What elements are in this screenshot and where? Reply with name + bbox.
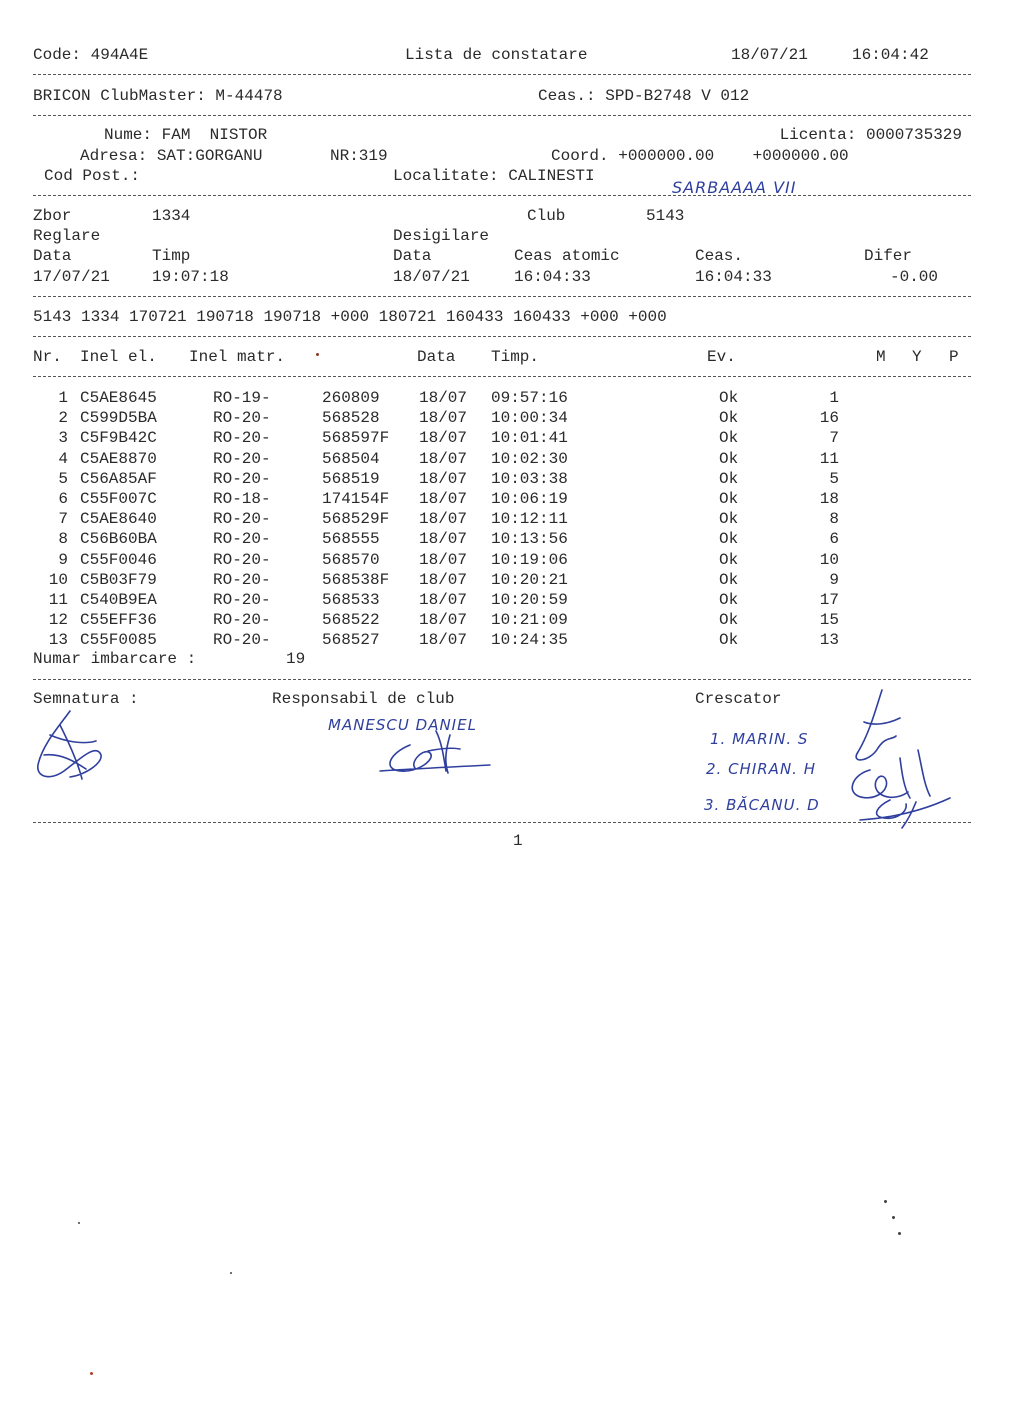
- cell-ring-prefix: RO-20-: [213, 550, 271, 569]
- cell-ring-number: 174154F: [322, 490, 390, 508]
- cell-ring-prefix: RO-20-: [213, 631, 271, 650]
- cell-inel-el: C599D5BA: [80, 409, 157, 428]
- cell-ring-prefix: RO-20-: [213, 449, 271, 468]
- cell-position: 16: [819, 409, 839, 428]
- semnatura-label: Semnatura :: [33, 690, 139, 708]
- cell-position: 18: [819, 490, 839, 508]
- cell-date: 18/07: [419, 389, 468, 407]
- cell-time: 10:06:19: [491, 490, 568, 508]
- atomic-clock-label: Ceas atomic: [514, 247, 620, 265]
- cell-ev: Ok: [719, 449, 739, 468]
- cell-nr: 2: [58, 409, 68, 428]
- cell-inel-el: C55EFF36: [80, 611, 157, 630]
- owner-coord: Coord. +000000.00 +000000.00: [551, 147, 849, 165]
- cell-inel-el: C5AE8640: [80, 510, 157, 529]
- col-header-inel-matr: Inel matr.: [189, 348, 286, 366]
- page-number: 1: [513, 832, 523, 850]
- cell-ev: Ok: [719, 490, 739, 508]
- cell-ring-number: 260809: [322, 389, 380, 407]
- cell-time: 10:01:41: [491, 429, 568, 448]
- difer-value: -0.00: [889, 268, 938, 286]
- clock-id: Ceas.: SPD-B2748 V 012: [538, 87, 750, 105]
- cell-position: 11: [819, 449, 839, 468]
- cell-nr: 3: [58, 429, 68, 448]
- col-header-timp: Timp.: [491, 348, 540, 366]
- col-header-m: M: [876, 348, 886, 366]
- cell-ring-number: 568529F: [322, 510, 390, 529]
- cell-ring-prefix: RO-20-: [213, 591, 271, 609]
- reglare-data-label: Data: [33, 247, 72, 265]
- scan-speck: [316, 353, 319, 356]
- semnatura-signature: [30, 705, 120, 790]
- cell-ev: Ok: [719, 631, 739, 650]
- cell-inel-el: C540B9EA: [80, 591, 157, 609]
- col-header-data: Data: [417, 348, 456, 366]
- cell-date: 18/07: [419, 570, 468, 589]
- report-code: Code: 494A4E: [33, 46, 149, 64]
- col-header-inel-el: Inel el.: [80, 348, 157, 366]
- cell-ev: Ok: [719, 510, 739, 529]
- col-header-p: P: [949, 348, 959, 366]
- cell-ring-number: 568538F: [322, 570, 390, 589]
- desigilare-data-label: Data: [393, 247, 432, 265]
- owner-locality: Localitate: CALINESTI: [393, 167, 595, 185]
- cell-ring-number: 568597F: [322, 429, 390, 448]
- desigilare-date: 18/07/21: [393, 268, 470, 286]
- cell-date: 18/07: [419, 510, 468, 529]
- cell-position: 17: [819, 591, 839, 609]
- cell-nr: 7: [58, 510, 68, 529]
- cell-ring-number: 568522: [322, 611, 380, 630]
- col-header-ev: Ev.: [707, 348, 736, 366]
- cell-nr: 6: [58, 490, 68, 508]
- cell-date: 18/07: [419, 591, 468, 609]
- crescator-signatures: [830, 688, 950, 828]
- responsabil-name: MANESCU DANIEL: [328, 716, 477, 734]
- cell-date: 18/07: [419, 409, 468, 428]
- cell-position: 15: [819, 611, 839, 630]
- reglare-timp-label: Timp: [152, 247, 191, 265]
- clubmaster-id: BRICON ClubMaster: M-44478: [33, 87, 283, 105]
- desigilare-label: Desigilare: [393, 227, 490, 245]
- reglare-date: 17/07/21: [33, 268, 110, 286]
- cell-time: 10:24:35: [491, 631, 568, 650]
- scan-speck: [90, 1372, 93, 1375]
- owner-nr: NR:319: [330, 147, 388, 165]
- cell-nr: 9: [58, 550, 68, 569]
- summary-line: 5143 1334 170721 190718 190718 +000 180721 160433 160433 +000 +000: [33, 308, 667, 326]
- cell-date: 18/07: [419, 449, 468, 468]
- scan-speck: [898, 1232, 901, 1235]
- cell-position: 1: [829, 389, 839, 407]
- cell-inel-el: C56B60BA: [80, 530, 157, 549]
- zbor-value: 1334: [152, 207, 191, 225]
- cell-ev: Ok: [719, 550, 739, 569]
- crescator-label: Crescator: [695, 690, 782, 708]
- club-label: Club: [527, 207, 566, 225]
- crescator-name-3: 3. BĂCANU. D: [704, 796, 820, 814]
- scan-speck: [884, 1200, 887, 1203]
- col-header-y: Y: [912, 348, 922, 366]
- cell-time: 10:13:56: [491, 530, 568, 549]
- divider: [33, 376, 971, 377]
- cell-date: 18/07: [419, 490, 468, 508]
- cell-position: 13: [819, 631, 839, 650]
- cell-position: 5: [829, 469, 839, 488]
- cell-time: 10:03:38: [491, 469, 568, 488]
- cell-position: 8: [829, 510, 839, 529]
- cell-ring-number: 568533: [322, 591, 380, 609]
- cell-date: 18/07: [419, 429, 468, 448]
- reglare-label: Reglare: [33, 227, 101, 245]
- cell-ring-prefix: RO-19-: [213, 389, 271, 407]
- cell-position: 9: [829, 570, 839, 589]
- crescator-name-1: 1. MARIN. S: [710, 730, 809, 748]
- responsabil-label: Responsabil de club: [272, 690, 455, 708]
- cell-nr: 11: [48, 591, 68, 609]
- ceas-label: Ceas.: [695, 247, 744, 265]
- cell-inel-el: C5AE8645: [80, 389, 157, 407]
- responsabil-signature: [380, 725, 500, 785]
- cell-time: 10:20:21: [491, 570, 568, 589]
- difer-label: Difer: [864, 247, 913, 265]
- report-title: Lista de constatare: [405, 46, 588, 64]
- cell-ring-number: 568528: [322, 409, 380, 428]
- cell-time: 10:21:09: [491, 611, 568, 630]
- divider: [33, 296, 971, 297]
- cell-inel-el: C5AE8870: [80, 449, 157, 468]
- cell-ev: Ok: [719, 389, 739, 407]
- cell-inel-el: C5F9B42C: [80, 429, 157, 448]
- cell-ring-number: 568527: [322, 631, 380, 650]
- divider: [33, 822, 971, 823]
- cell-ring-prefix: RO-20-: [213, 611, 271, 630]
- cell-ring-prefix: RO-20-: [213, 570, 271, 589]
- owner-postcode: Cod Post.:: [44, 167, 141, 185]
- divider: [33, 74, 971, 75]
- cell-date: 18/07: [419, 631, 468, 650]
- cell-inel-el: C5B03F79: [80, 570, 157, 589]
- cell-date: 18/07: [419, 550, 468, 569]
- cell-nr: 10: [48, 570, 68, 589]
- cell-position: 7: [829, 429, 839, 448]
- scan-speck: [230, 1272, 232, 1274]
- report-time: 16:04:42: [852, 46, 929, 64]
- owner-license: Licenta: 0000735329: [779, 126, 962, 144]
- cell-time: 10:00:34: [491, 409, 568, 428]
- cell-nr: 8: [58, 530, 68, 549]
- cell-ev: Ok: [719, 591, 739, 609]
- locality-handwritten-note: SARBAAAA VII: [672, 178, 797, 197]
- cell-nr: 12: [48, 611, 68, 630]
- cell-nr: 13: [48, 631, 68, 650]
- ceas-time: 16:04:33: [695, 268, 772, 286]
- cell-ev: Ok: [719, 611, 739, 630]
- boarding-label: Numar imbarcare :: [33, 650, 197, 668]
- divider: [33, 679, 971, 680]
- cell-ev: Ok: [719, 409, 739, 428]
- cell-ev: Ok: [719, 469, 739, 488]
- scan-speck: [78, 1222, 80, 1224]
- report-date: 18/07/21: [731, 46, 808, 64]
- cell-nr: 4: [58, 449, 68, 468]
- cell-inel-el: C55F0085: [80, 631, 157, 650]
- cell-ring-prefix: RO-20-: [213, 469, 271, 488]
- cell-inel-el: C56A85AF: [80, 469, 157, 488]
- cell-inel-el: C55F007C: [80, 490, 157, 508]
- cell-ring-prefix: RO-20-: [213, 429, 271, 448]
- owner-address: Adresa: SAT:GORGANU: [80, 147, 263, 165]
- cell-time: 10:19:06: [491, 550, 568, 569]
- cell-ring-prefix: RO-18-: [213, 490, 271, 508]
- scan-speck: [892, 1216, 895, 1219]
- atomic-clock-time: 16:04:33: [514, 268, 591, 286]
- cell-ev: Ok: [719, 429, 739, 448]
- cell-ring-prefix: RO-20-: [213, 510, 271, 529]
- cell-ring-number: 568570: [322, 550, 380, 569]
- club-value: 5143: [646, 207, 685, 225]
- cell-inel-el: C55F0046: [80, 550, 157, 569]
- cell-ev: Ok: [719, 530, 739, 549]
- cell-ring-prefix: RO-20-: [213, 530, 271, 549]
- cell-time: 10:02:30: [491, 449, 568, 468]
- cell-date: 18/07: [419, 530, 468, 549]
- cell-time: 10:12:11: [491, 510, 568, 529]
- cell-ring-number: 568519: [322, 469, 380, 488]
- cell-ev: Ok: [719, 570, 739, 589]
- zbor-label: Zbor: [33, 207, 72, 225]
- owner-name: Nume: FAM NISTOR: [104, 126, 268, 144]
- cell-ring-prefix: RO-20-: [213, 409, 271, 428]
- cell-date: 18/07: [419, 469, 468, 488]
- divider: [33, 195, 971, 196]
- reglare-time: 19:07:18: [152, 268, 229, 286]
- cell-nr: 1: [58, 389, 68, 407]
- cell-ring-number: 568504: [322, 449, 380, 468]
- cell-time: 09:57:16: [491, 389, 568, 407]
- cell-position: 10: [819, 550, 839, 569]
- cell-position: 6: [829, 530, 839, 549]
- cell-time: 10:20:59: [491, 591, 568, 609]
- crescator-name-2: 2. CHIRAN. H: [706, 760, 816, 778]
- col-header-nr: Nr.: [33, 348, 62, 366]
- boarding-value: 19: [286, 650, 306, 668]
- cell-ring-number: 568555: [322, 530, 380, 549]
- cell-date: 18/07: [419, 611, 468, 630]
- cell-nr: 5: [58, 469, 68, 488]
- divider: [33, 336, 971, 337]
- divider: [33, 115, 971, 116]
